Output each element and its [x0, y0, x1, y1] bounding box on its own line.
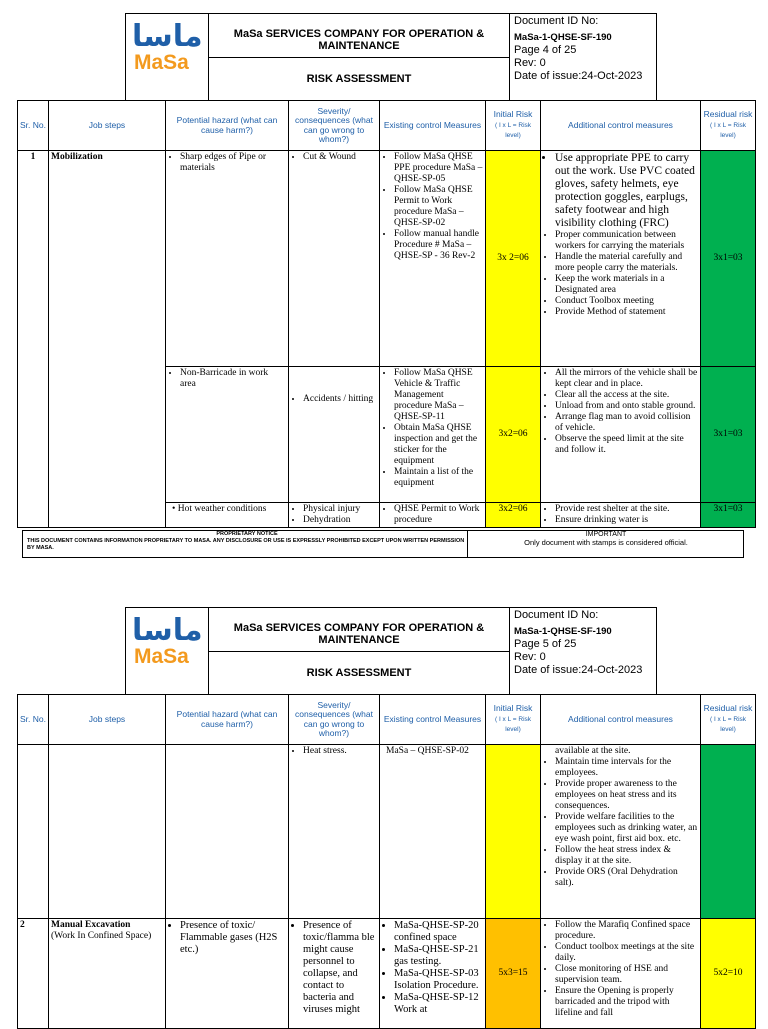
- severity-cell: • Presence of toxic/flamma ble might cause personnel to collapse, and contact to bacteria and viruses might: [289, 919, 380, 1029]
- additional-cell: • Use appropriate PPE to carry out the work. Use PVC coated gloves, safety helmets, eye protection goggles, earplugs, safety footwear and high visibility clothing (FRC) • Proper communication between workers for carrying the materials • Handle the material carefully and more people carry the materials. • Keep the work materials in a Designated area • Conduct Toolbox meeting • Provide Method of statement: [541, 151, 701, 367]
- col-controls: Existing control Measures: [380, 101, 486, 151]
- col-severity: Severity/ consequences (what can go wrong to whom?): [289, 101, 380, 151]
- masa-logo-arabic: ماسا: [132, 613, 203, 648]
- controls-cell: • QHSE Permit to Work procedure: [380, 503, 486, 528]
- col-severity: Severity/ consequences (what can go wrong to whom?): [289, 695, 380, 745]
- controls-cell: • Follow MaSa QHSE PPE procedure MaSa – QHSE-SP-05 • Follow MaSa QHSE Permit to Work procedure MaSa – QHSE-SP-02 • Follow manual handle Procedure # MaSa –QHSE-SP - 36 Rev-2: [380, 151, 486, 367]
- initial-risk: 3x2=06: [486, 367, 541, 503]
- col-initial-risk: Initial Risk ( I x L = Risk level): [486, 695, 541, 745]
- hazard-cell: [166, 745, 289, 919]
- table-header-row: [18, 695, 756, 745]
- sr-number: 1: [18, 151, 49, 528]
- table-row: [18, 151, 756, 367]
- date-of-issue: Date of issue:24-Oct-2023: [514, 70, 643, 82]
- company-name: MaSa SERVICES COMPANY FOR OPERATION & MAINTENANCE: [233, 622, 485, 646]
- hazard-cell: • Non-Barricade in work area: [166, 367, 289, 503]
- residual-risk: 5x2=10: [701, 919, 756, 1029]
- table-row: [18, 919, 756, 1029]
- doc-title: RISK ASSESSMENT: [306, 73, 412, 85]
- table-row: [18, 745, 756, 919]
- controls-cell: • Follow MaSa QHSE Vehicle & Traffic Management procedure MaSa – QHSE-SP-11 • Obtain MaSa QHSE inspection and get the sticker for the equipment • Maintain a list of the equipment: [380, 367, 486, 503]
- page-5: [0, 594, 768, 1024]
- col-controls: Existing control Measures: [380, 695, 486, 745]
- controls-cell: • MaSa-QHSE-SP-20 confined space • MaSa-QHSE-SP-21 gas testing. • MaSa-QHSE-SP-03 Isolation Procedure. • MaSa-QHSE-SP-12 Work at: [380, 919, 486, 1029]
- col-job-steps: Job steps: [49, 695, 166, 745]
- title-cell: [208, 57, 510, 101]
- title-cell: [208, 651, 510, 695]
- masa-logo-latin: MaSa: [134, 645, 189, 668]
- initial-risk: 3x2=06: [486, 503, 541, 528]
- hazard-cell: • Hot weather conditions: [166, 503, 289, 528]
- severity-cell: • Physical injury • Dehydration: [289, 503, 380, 528]
- job-step: Manual Excavation (Work In Confined Space): [49, 919, 166, 1029]
- date-of-issue: Date of issue:24-Oct-2023: [514, 664, 643, 676]
- sr-number: [18, 745, 49, 919]
- hazard-cell: • Presence of toxic/ Flammable gases (H2S etc.): [166, 919, 289, 1029]
- additional-cell: • Follow the Marafiq Confined space procedure. • Conduct toolbox meetings at the site daily. • Close monitoring of HSE and supervision team. • Ensure the Opening is properly barricaded and the tripod with lifeline and fall: [541, 919, 701, 1029]
- doc-id: MaSa-1-QHSE-SF-190: [514, 32, 612, 43]
- col-hazard: Potential hazard (what can cause harm?): [166, 101, 289, 151]
- logo-cell: [125, 607, 209, 695]
- revision: Rev: 0: [514, 651, 546, 663]
- residual-risk: 3x1=03: [701, 151, 756, 367]
- risk-table: [17, 694, 756, 1029]
- proprietary-notice: PROPRIETARY NOTICE THIS DOCUMENT CONTAINS INFORMATION PROPRIETARY TO MASA. ANY DISCLOSURE OR USE IS EXPRESSLY PROHIBITED EXCEPT UPON WRITTEN PERMISSION BY MASA.: [27, 531, 465, 551]
- sr-number: 2: [18, 919, 49, 1029]
- masa-logo-latin: MaSa: [134, 51, 189, 74]
- doc-id-label: Document ID No:: [514, 15, 599, 27]
- table-header-row: [18, 101, 756, 151]
- revision: Rev: 0: [514, 57, 546, 69]
- additional-cell: available at the site. • Maintain time intervals for the employees. • Provide proper awareness to the employees on heat stress and its consequences. • Provide welfare facilities to the employees such as drinking water, an eye wash point, first aid box. etc. • Follow the heat stress index & display it at the site. • Provide ORS (Oral Dehydration salt).: [541, 745, 701, 919]
- col-residual-risk: Residual risk ( I x L = Risk level): [701, 101, 756, 151]
- col-sr: Sr. No.: [18, 695, 49, 745]
- company-cell: [208, 607, 510, 652]
- doc-id: MaSa-1-QHSE-SF-190: [514, 626, 612, 637]
- initial-risk: [486, 745, 541, 919]
- additional-cell: • All the mirrors of the vehicle shall be kept clear and in place. • Clear all the access at the site. • Unload from and onto stable ground. • Arrange flag man to avoid collision of vehicle. • Observe the speed limit at the site and follow it.: [541, 367, 701, 503]
- page-number: Page 5 of 25: [514, 638, 577, 650]
- severity-cell: • Heat stress.: [289, 745, 380, 919]
- initial-risk: 5x3=15: [486, 919, 541, 1029]
- doc-info-cell: [509, 607, 657, 695]
- controls-cell: MaSa – QHSE-SP-02: [380, 745, 486, 919]
- logo-cell: [125, 13, 209, 101]
- col-additional: Additional control measures: [541, 695, 701, 745]
- important-notice: IMPORTANT Only document with stamps is considered official.: [467, 531, 744, 557]
- job-step: Mobilization: [49, 151, 166, 528]
- initial-risk: 3x 2=06: [486, 151, 541, 367]
- masa-logo-arabic: ماسا: [132, 19, 203, 54]
- hazard-cell: • Sharp edges of Pipe or materials: [166, 151, 289, 367]
- severity-cell: • Cut & Wound: [289, 151, 380, 367]
- col-sr: Sr. No.: [18, 101, 49, 151]
- residual-risk: 3x1=03: [701, 503, 756, 528]
- page-footer: [22, 530, 744, 558]
- risk-table: [17, 100, 756, 528]
- doc-info-cell: [509, 13, 657, 101]
- additional-cell: • Provide rest shelter at the site. • Ensure drinking water is: [541, 503, 701, 528]
- doc-id-label: Document ID No:: [514, 609, 599, 621]
- company-cell: [208, 13, 510, 58]
- company-name: MaSa SERVICES COMPANY FOR OPERATION & MAINTENANCE: [233, 28, 485, 52]
- col-additional: Additional control measures: [541, 101, 701, 151]
- col-initial-risk: Initial Risk ( I x L = Risk level): [486, 101, 541, 151]
- residual-risk: [701, 745, 756, 919]
- col-job-steps: Job steps: [49, 101, 166, 151]
- page-number: Page 4 of 25: [514, 44, 577, 56]
- severity-cell: • Accidents / hitting: [289, 367, 380, 503]
- residual-risk: 3x1=03: [701, 367, 756, 503]
- job-step: [49, 745, 166, 919]
- col-hazard: Potential hazard (what can cause harm?): [166, 695, 289, 745]
- col-residual-risk: Residual risk ( I x L = Risk level): [701, 695, 756, 745]
- doc-title: RISK ASSESSMENT: [306, 667, 412, 679]
